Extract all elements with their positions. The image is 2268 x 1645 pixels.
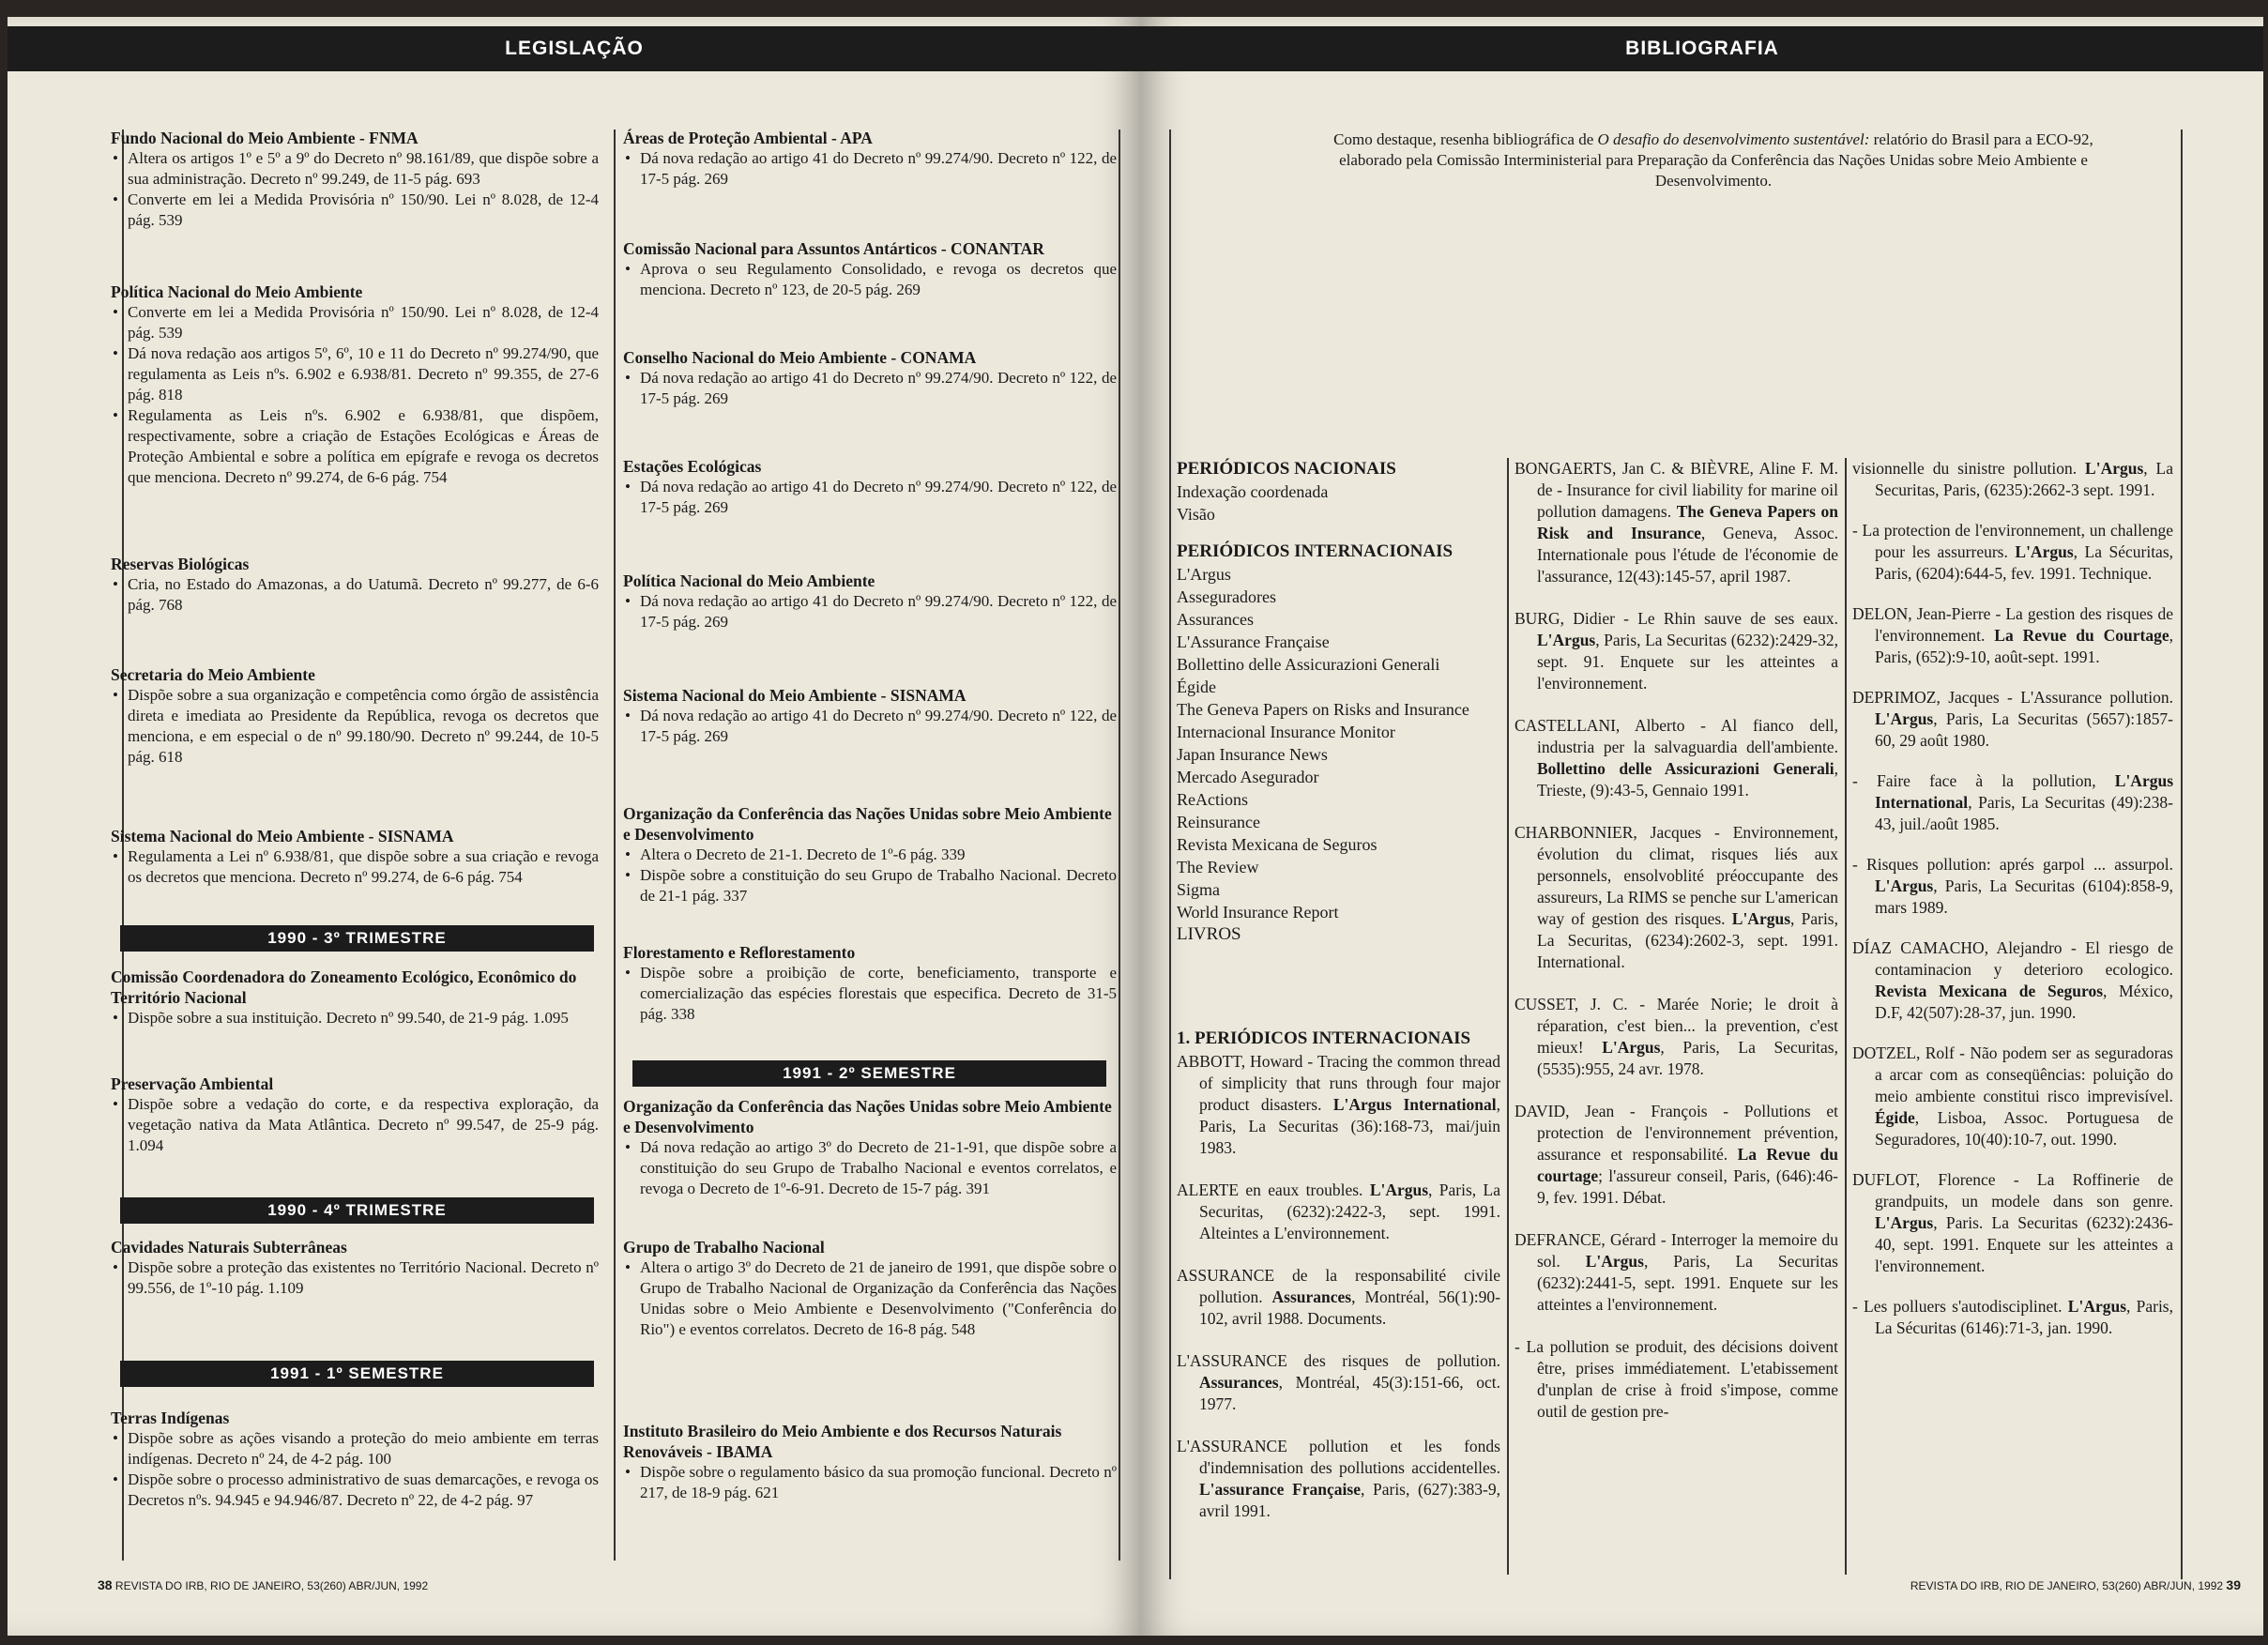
section-title: Política Nacional do Meio Ambiente	[623, 571, 875, 590]
legislation-item: • Dispõe sobre a sua instituição. Decreto nº 99.540, de 21-9 pág. 1.095	[111, 1008, 599, 1028]
column-rule	[1169, 129, 1171, 1579]
legislation-section	[111, 967, 599, 1028]
legislation-item: • Dispõe sobre o processo administrativo de suas demarcações, e revoga os Decretos nºs. 94.945 e 94.946/87. Decreto nº 22, de 4-2 pág. 97	[111, 1470, 599, 1511]
right-footer	[1910, 1577, 2241, 1592]
section-title: Preservação Ambiental	[111, 1074, 274, 1093]
legislation-item: • Dá nova redação ao artigo 41 do Decreto nº 99.274/90. Decreto nº 122, de 17-5 pág. 269	[623, 148, 1117, 190]
legislation-section	[623, 1421, 1117, 1503]
bibliography-entry: L'ASSURANCE des risques de pollution. Assurances, Montréal, 45(3):151-66, oct. 1977.	[1177, 1351, 1500, 1413]
legislacao-banner: LEGISLAÇÃO	[8, 26, 1141, 71]
bibliography-entry: DELON, Jean-Pierre - La gestion des risques de l'environnement. La Revue du Courtage, Paris, (652):9-10, août-sept. 1991.	[1852, 604, 2173, 666]
legislation-item: • Dá nova redação ao artigo 41 do Decreto nº 99.274/90. Decreto nº 122, de 17-5 pág. 269	[623, 477, 1117, 518]
legislation-item: • Dispõe sobre a sua organização e competência como órgão de assistência direta e imediata ao Presidente da República, revoga os decretos que menciona, e em especial o de nº 99.180/90. Decreto nº 99.244, de 10-5 pág. 618	[111, 685, 599, 768]
section-title: Comissão Coordenadora do Zoneamento Ecológico, Econômico do Território Nacional	[111, 967, 577, 1007]
periodical-title: Japan Insurance News	[1177, 745, 1328, 764]
livros-heading: LIVROS	[1177, 924, 1241, 944]
nacionais-list	[1177, 480, 1500, 525]
section-title: Estações Ecológicas	[623, 457, 762, 476]
page-number: 39	[2226, 1577, 2241, 1592]
periodical-title: The Review	[1177, 858, 1259, 876]
legislation-item: • Dá nova redação aos artigos 5º, 6º, 10 e 11 do Decreto nº 99.274/90, que regulamenta as Leis nºs. 6.902 e 6.938/81. Decreto nº 99.355, de 27-6 pág. 818	[111, 343, 599, 405]
bibliography-column-2	[1515, 458, 1838, 1443]
legislation-section	[623, 571, 1117, 632]
legislation-item: • Converte em lei a Medida Provisória nº 150/90. Lei nº 8.028, de 12-4 pág. 539	[111, 302, 599, 343]
legislation-item: • Dispõe sobre a vedação do corte, e da respectiva exploração, da vegetação nativa da Mata Atlântica. Decreto nº 99.547, de 25-9 pág. 1.094	[111, 1094, 599, 1156]
section-title: Secretaria do Meio Ambiente	[111, 665, 315, 684]
bibliography-entry: - Faire face à la pollution, L'Argus International, Paris, La Securitas (49):238-43, juil./août 1985.	[1852, 771, 2173, 833]
section-title: Cavidades Naturais Subterrâneas	[111, 1238, 347, 1257]
bibliography-entry: BONGAERTS, Jan C. & BIÈVRE, Aline F. M. de - Insurance for civil liability for marine oil pollution damagens. The Geneva Papers on Risk and Insurance, Geneva, Assoc. Internationale pous l'étude de l'économie de l'assurance, 12(43):145-57, april 1987.	[1515, 459, 1838, 586]
legislation-item: • Altera o artigo 3º do Decreto de 21 de janeiro de 1991, que dispõe sobre o Grupo de Trabalho Nacional de Organização da Conferência das Nações Unidas sobre o Meio Ambiente e Desenvolvimento ("Conferência do Rio") e eventos correlatos. Decreto de 16-8 pág. 548	[623, 1257, 1117, 1340]
section-title: Organização da Conferência das Nações Unidas sobre Meio Ambiente e Desenvolvimento	[623, 1097, 1112, 1136]
legislation-item: • Cria, no Estado do Amazonas, a do Uatumã. Decreto nº 99.277, de 6-6 pág. 768	[111, 574, 599, 616]
legislation-section	[111, 1074, 599, 1156]
bibliography-entry: CASTELLANI, Alberto - Al fianco dell, industria per la salvaguardia dell'ambiente. Bollettino delle Assicurazioni Generali, Trieste, (9):43-5, Gennaio 1991.	[1515, 716, 1838, 800]
section-title: Instituto Brasileiro do Meio Ambiente e dos Recursos Naturais Renováveis - IBAMA	[623, 1422, 1062, 1461]
legislation-item: • Altera os artigos 1º e 5º a 9º do Decreto nº 98.161/89, que dispõe sobre a sua administração. Decreto nº 99.249, de 11-5 pág. 693	[111, 148, 599, 190]
periodical-title: Assurances	[1177, 610, 1254, 629]
legislation-section	[111, 282, 599, 488]
legislation-item: • Aprova o seu Regulamento Consolidado, e revoga os decretos que menciona. Decreto nº 123, de 20-5 pág. 269	[623, 259, 1117, 300]
bibliography-entry: CUSSET, J. C. - Marée Norie; le droit à réparation, c'est bien... la prevention, c'est mieux! L'Argus, Paris, La Securitas, (5535):955, 24 avr. 1978.	[1515, 995, 1838, 1078]
period-bar: 1991 - 1º SEMESTRE	[120, 1361, 594, 1387]
legislation-section	[111, 1237, 599, 1299]
bibliography-entry: L'ASSURANCE pollution et les fonds d'indemnisation des pollutions accidentelles. L'assurance Française, Paris, (627):383-9, avril 1991.	[1177, 1437, 1500, 1520]
periodical-title: Revista Mexicana de Seguros	[1177, 835, 1378, 854]
bibliography-entry: DAVID, Jean - François - Pollutions et protection de l'environnement prévention, assurance et responsabilité. La Revue du courtage; l'assureur conseil, Paris, (646):46-9, fev. 1991. Débat.	[1515, 1102, 1838, 1207]
periodicals-index	[1177, 458, 1500, 946]
legislation-section	[111, 554, 599, 616]
periodical-title: Indexação coordenada	[1177, 482, 1329, 501]
section-title: Sistema Nacional do Meio Ambiente - SISNAMA	[623, 686, 967, 705]
legislation-item: • Regulamenta a Lei nº 6.938/81, que dispõe sobre a sua criação e revoga os decretos que menciona. Decreto nº 99.274, de 6-6 pág. 754	[111, 846, 599, 888]
section-title: Fundo Nacional do Meio Ambiente - FNMA	[111, 129, 419, 147]
legislation-section	[111, 664, 599, 768]
intro-text-end: relatório do Brasil para a ECO-92, elaborado pela Comissão Interministerial para Preparação da Conferência das Nações Unidas sobre Meio Ambiente e Desenvolvimento.	[1339, 130, 2093, 190]
bibliography-entry: - La pollution se produit, des décisions doivent être, prises immédiatement. L'etabissement d'unplan de crise à froid s'impose, comme outil de gestion pre-	[1515, 1337, 1838, 1421]
legislation-item: • Dá nova redação ao artigo 41 do Decreto nº 99.274/90. Decreto nº 122, de 17-5 pág. 269	[623, 368, 1117, 409]
periodical-title: Visão	[1177, 505, 1215, 524]
bibliography-entry: - La protection de l'environnement, un challenge pour les assurreurs. L'Argus, La Sécuritas, Paris, (6204):644-5, fev. 1991. Technique.	[1852, 521, 2174, 583]
period-bar: 1990 - 4º TRIMESTRE	[120, 1197, 594, 1224]
bibliography-column-1	[1177, 1051, 1500, 1543]
legislation-item: • Dispõe sobre as ações visando a proteção do meio ambiente em terras indígenas. Decreto nº 24, de 4-2 pág. 100	[111, 1428, 599, 1470]
legislation-section	[623, 1096, 1117, 1199]
bibliography-entry: BURG, Didier - Le Rhin sauve de ses eaux. L'Argus, Paris, La Securitas (6232):2429-32, sept. 91. Enquete sur les atteintes a l'environnement.	[1515, 609, 1838, 693]
periodical-title: Bollettino delle Assicurazioni Generali	[1177, 655, 1440, 674]
legislation-item: • Dispõe sobre a proteção das existentes no Território Nacional. Decreto nº 99.556, de 1º-10 pág. 1.109	[111, 1257, 599, 1299]
footer-text: REVISTA DO IRB, RIO DE JANEIRO, 53(260) ABR/JUN, 1992	[114, 1579, 429, 1592]
legislation-section	[623, 1237, 1117, 1340]
bibliography-entry: DEPRIMOZ, Jacques - L'Assurance pollution. L'Argus, Paris, La Securitas (5657):1857-60, 29 août 1980.	[1852, 688, 2173, 750]
legislation-item: • Dispõe sobre a proibição de corte, beneficiamento, transporte e comercialização das espécies florestais que especifica. Decreto de 31-5 pág. 338	[623, 963, 1117, 1025]
legislation-section	[623, 685, 1117, 747]
legislation-item: • Dispõe sobre a constituição do seu Grupo de Trabalho Nacional. Decreto de 21-1 pág. 337	[623, 865, 1117, 906]
legislation-item: • Converte em lei a Medida Provisória nº 150/90. Lei nº 8.028, de 12-4 pág. 539	[111, 190, 599, 231]
periodical-title: Reinsurance	[1177, 813, 1260, 831]
bibliography-entry: DEFRANCE, Gérard - Interroger la memoire du sol. L'Argus, Paris, La Securitas (6232):2441-5, sept. 1991. Enquete sur les atteintes a l'environnement.	[1515, 1230, 1838, 1314]
bibliography-entry: DOTZEL, Rolf - Não podem ser as seguradoras a arcar com as conseqüências: poluição do meio ambiente constitui risco imprevisível. Égide, Lisboa, Assoc. Portuguesa de Seguradores, 10(40):10-7, out. 1990.	[1852, 1043, 2173, 1149]
right-page	[1141, 17, 2263, 1636]
intro-text: Como destaque, resenha bibliográfica de	[1333, 130, 1598, 148]
legislation-section	[623, 456, 1117, 518]
periodical-title: Internacional Insurance Monitor	[1177, 723, 1395, 741]
periodical-title: Asseguradores	[1177, 587, 1276, 606]
legislation-section	[111, 128, 599, 231]
section-title: Conselho Nacional do Meio Ambiente - CONAMA	[623, 348, 977, 367]
bibliography-entry: ABBOTT, Howard - Tracing the common thread of simplicity that runs through four major product disasters. L'Argus International, Paris, La Securitas (36):168-73, mai/juin 1983.	[1177, 1052, 1500, 1157]
section-title: Organização da Conferência das Nações Unidas sobre Meio Ambiente e Desenvolvimento	[623, 804, 1112, 844]
section-title: Áreas de Proteção Ambiental - APA	[623, 129, 873, 147]
bibliography-entry: DUFLOT, Florence - La Roffinerie de grandpuits, un modele dans son genre. L'Argus, Paris. La Securitas (6232):2436-40, sept. 1991. Enquete sur les atteintes a l'environnement.	[1852, 1170, 2173, 1275]
left-footer	[98, 1577, 428, 1592]
intro-title: O desafio do desenvolvimento sustentável:	[1597, 130, 1870, 148]
intro-paragraph	[1310, 129, 2117, 191]
periodical-title: World Insurance Report	[1177, 903, 1339, 922]
legislation-item: • Dá nova redação ao artigo 41 do Decreto nº 99.274/90. Decreto nº 122, de 17-5 pág. 269	[623, 591, 1117, 632]
section-1-heading: 1. PERIÓDICOS INTERNACIONAIS	[1177, 1028, 1471, 1048]
legislation-item: • Regulamenta as Leis nºs. 6.902 e 6.938/81, que dispõem, respectivamente, sobre a criação de Estações Ecológicas e Áreas de Proteção Ambiental e sobre a política em epígrafe e revoga os decretos que menciona. Decreto nº 99.274, de 6-6 pág. 754	[111, 405, 599, 488]
section-title: Grupo de Trabalho Nacional	[623, 1238, 825, 1257]
bibliography-entry: ALERTE en eaux troubles. L'Argus, Paris, La Securitas, (6232):2422-3, sept. 1991. Alteintes a L'environnement.	[1177, 1180, 1500, 1242]
period-bar: 1990 - 3º TRIMESTRE	[120, 925, 594, 952]
bibliography-column-3	[1852, 458, 2173, 1358]
bibliography-entry: - Risques pollution: aprés garpol ... assurpol. L'Argus, Paris, La Securitas (6104):858-9, mars 1989.	[1852, 855, 2173, 917]
legislation-item: • Dispõe sobre o regulamento básico da sua promoção funcional. Decreto nº 217, de 18-9 pág. 621	[623, 1462, 1117, 1503]
periodical-title: The Geneva Papers on Risks and Insurance	[1177, 700, 1469, 719]
legislation-section	[111, 826, 599, 888]
periodical-title: L'Assurance Française	[1177, 632, 1330, 651]
bibliography-entry: CHARBONNIER, Jacques - Environnement, évolution du climat, risques liés aux personnels, ensolvoblité préoccupante des assureurs, La RIMS se penche sur L'american way of gestion des risques. L'Argus, Paris, La Securitas, (6234):2602-3, sept. 1991. International.	[1515, 823, 1838, 971]
periodical-title: Sigma	[1177, 880, 1221, 899]
legislation-section	[623, 942, 1117, 1025]
bibliography-entry: visionnelle du sinistre pollution. L'Argus, La Securitas, Paris, (6235):2662-3 sept. 1991.	[1852, 459, 2173, 499]
column-rule	[1507, 458, 1509, 1575]
periodical-title: Mercado Asegurador	[1177, 768, 1319, 786]
column-rule	[1845, 458, 1847, 1575]
section-title: Terras Indígenas	[111, 1409, 230, 1427]
period-bar: 1991 - 2º SEMESTRE	[632, 1060, 1106, 1087]
bibliografia-banner: BIBLIOGRAFIA	[1141, 26, 2263, 71]
bibliography-entry: ASSURANCE de la responsabilité civile pollution. Assurances, Montréal, 56(1):90-102, avril 1988. Documents.	[1177, 1266, 1501, 1328]
legislation-section	[623, 238, 1117, 300]
footer-text: REVISTA DO IRB, RIO DE JANEIRO, 53(260) ABR/JUN, 1992	[1910, 1579, 2224, 1592]
column-rule	[614, 129, 616, 1561]
left-page	[8, 17, 1141, 1636]
bibliography-entry: - Les polluers s'autodisciplinet. L'Argus, Paris, La Sécuritas (6146):71-3, jan. 1990.	[1852, 1297, 2173, 1337]
legislation-section	[623, 347, 1117, 409]
periodical-title: Égide	[1177, 678, 1216, 696]
legislation-section	[111, 1408, 599, 1511]
section-title: Florestamento e Reflorestamento	[623, 943, 856, 962]
periodical-title: ReActions	[1177, 790, 1248, 809]
internacionais-list	[1177, 563, 1500, 923]
page-number: 38	[98, 1577, 113, 1592]
periodicos-internacionais-heading: PERIÓDICOS INTERNACIONAIS	[1177, 541, 1454, 561]
periodicos-nacionais-heading: PERIÓDICOS NACIONAIS	[1177, 459, 1396, 479]
legislation-section	[623, 803, 1117, 906]
legislation-item: • Dá nova redação ao artigo 41 do Decreto nº 99.274/90. Decreto nº 122, de 17-5 pág. 269	[623, 706, 1117, 747]
bibliography-entry: DÍAZ CAMACHO, Alejandro - El riesgo de contaminacion y deterioro ecologico. Revista Mexicana de Seguros, México, D.F, 42(507):28-37, jun. 1990.	[1852, 938, 2173, 1022]
column-rule	[1119, 129, 1120, 1561]
section-title: Política Nacional do Meio Ambiente	[111, 282, 363, 301]
section-title: Sistema Nacional do Meio Ambiente - SISNAMA	[111, 827, 454, 845]
column-rule	[2181, 129, 2183, 1579]
section-title: Reservas Biológicas	[111, 555, 250, 573]
legislation-section	[623, 128, 1117, 190]
legislation-item: • Altera o Decreto de 21-1. Decreto de 1º-6 pág. 339	[623, 845, 1117, 865]
legislation-item: • Dá nova redação ao artigo 3º do Decreto de 21-1-91, que dispõe sobre a constituição do seu Grupo de Trabalho Nacional e eventos correlatos, e revoga o Decreto de 1º-6-91. Decreto de 15-7 pág. 391	[623, 1137, 1117, 1199]
periodical-title: L'Argus	[1177, 565, 1231, 584]
section-title: Comissão Nacional para Assuntos Antárticos - CONANTAR	[623, 239, 1044, 258]
